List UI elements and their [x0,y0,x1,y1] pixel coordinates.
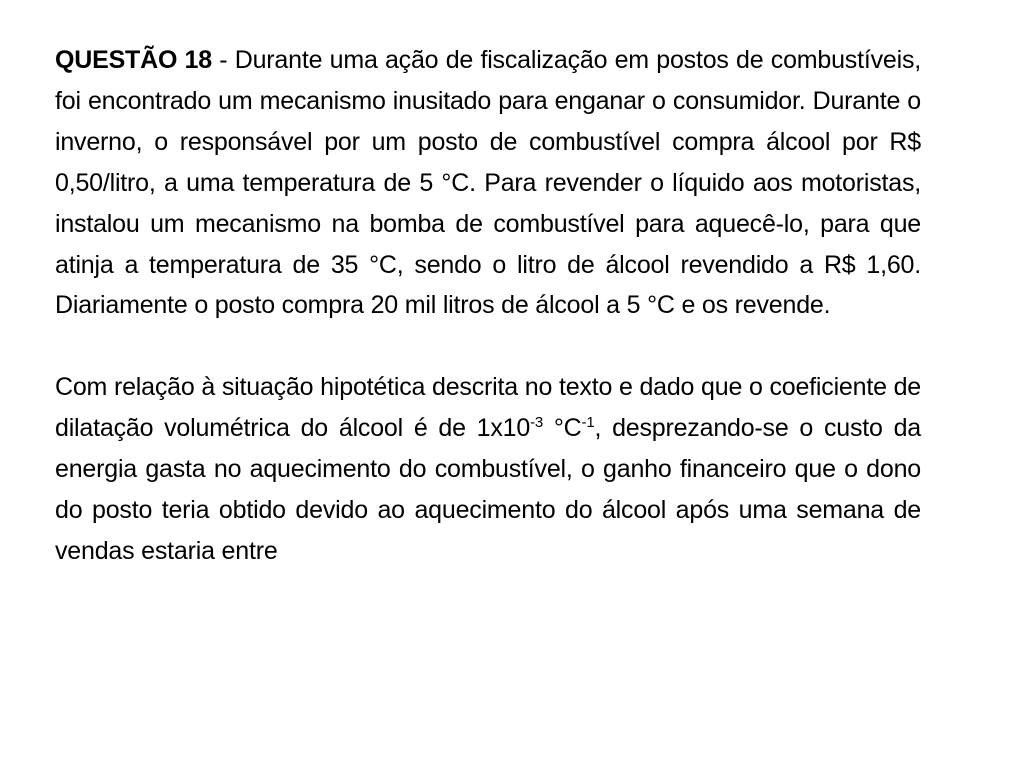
question-text-block [55,40,921,572]
question-statement: Durante uma ação de fiscalização em postos de combustíveis, foi encontrado um mecanismo inusitado para enganar o consumidor. Durante o inverno, o responsável por um posto de combustível compra álcool por R$ 0,50/litro, a uma temperatura de 5 °C. Para revender o líquido aos motoristas, instalou um mecanismo na bomba de combustível para aquecê-lo, para que atinja a temperatura de 35 °C, sendo o litro de álcool revendido a R$ 1,60. Diariamente o posto compra 20 mil litros de álcool a 5 °C e os revende. [55,46,922,320]
question-number: QUESTÃO 18 [55,46,212,74]
question-paragraph-1 [55,40,921,326]
exponent-minus-1: -1 [581,414,595,432]
question-prompt-part-1: Com relação à situação hipotética descrita no texto e dado que o coeficiente de dilatação volumétrica do álcool é de 1x10 [55,373,921,443]
question-paragraph-2 [55,367,921,572]
exponent-minus-3: -3 [530,414,544,432]
question-prompt-part-3: , desprezando-se o custo da energia gasta no aquecimento do combustível, o ganho financeiro que o dono do posto teria obtido devido ao aquecimento do álcool após uma semana de vendas estaria entre [55,414,921,565]
question-separator: - [211,46,235,74]
question-prompt-part-2: °C [543,414,582,443]
